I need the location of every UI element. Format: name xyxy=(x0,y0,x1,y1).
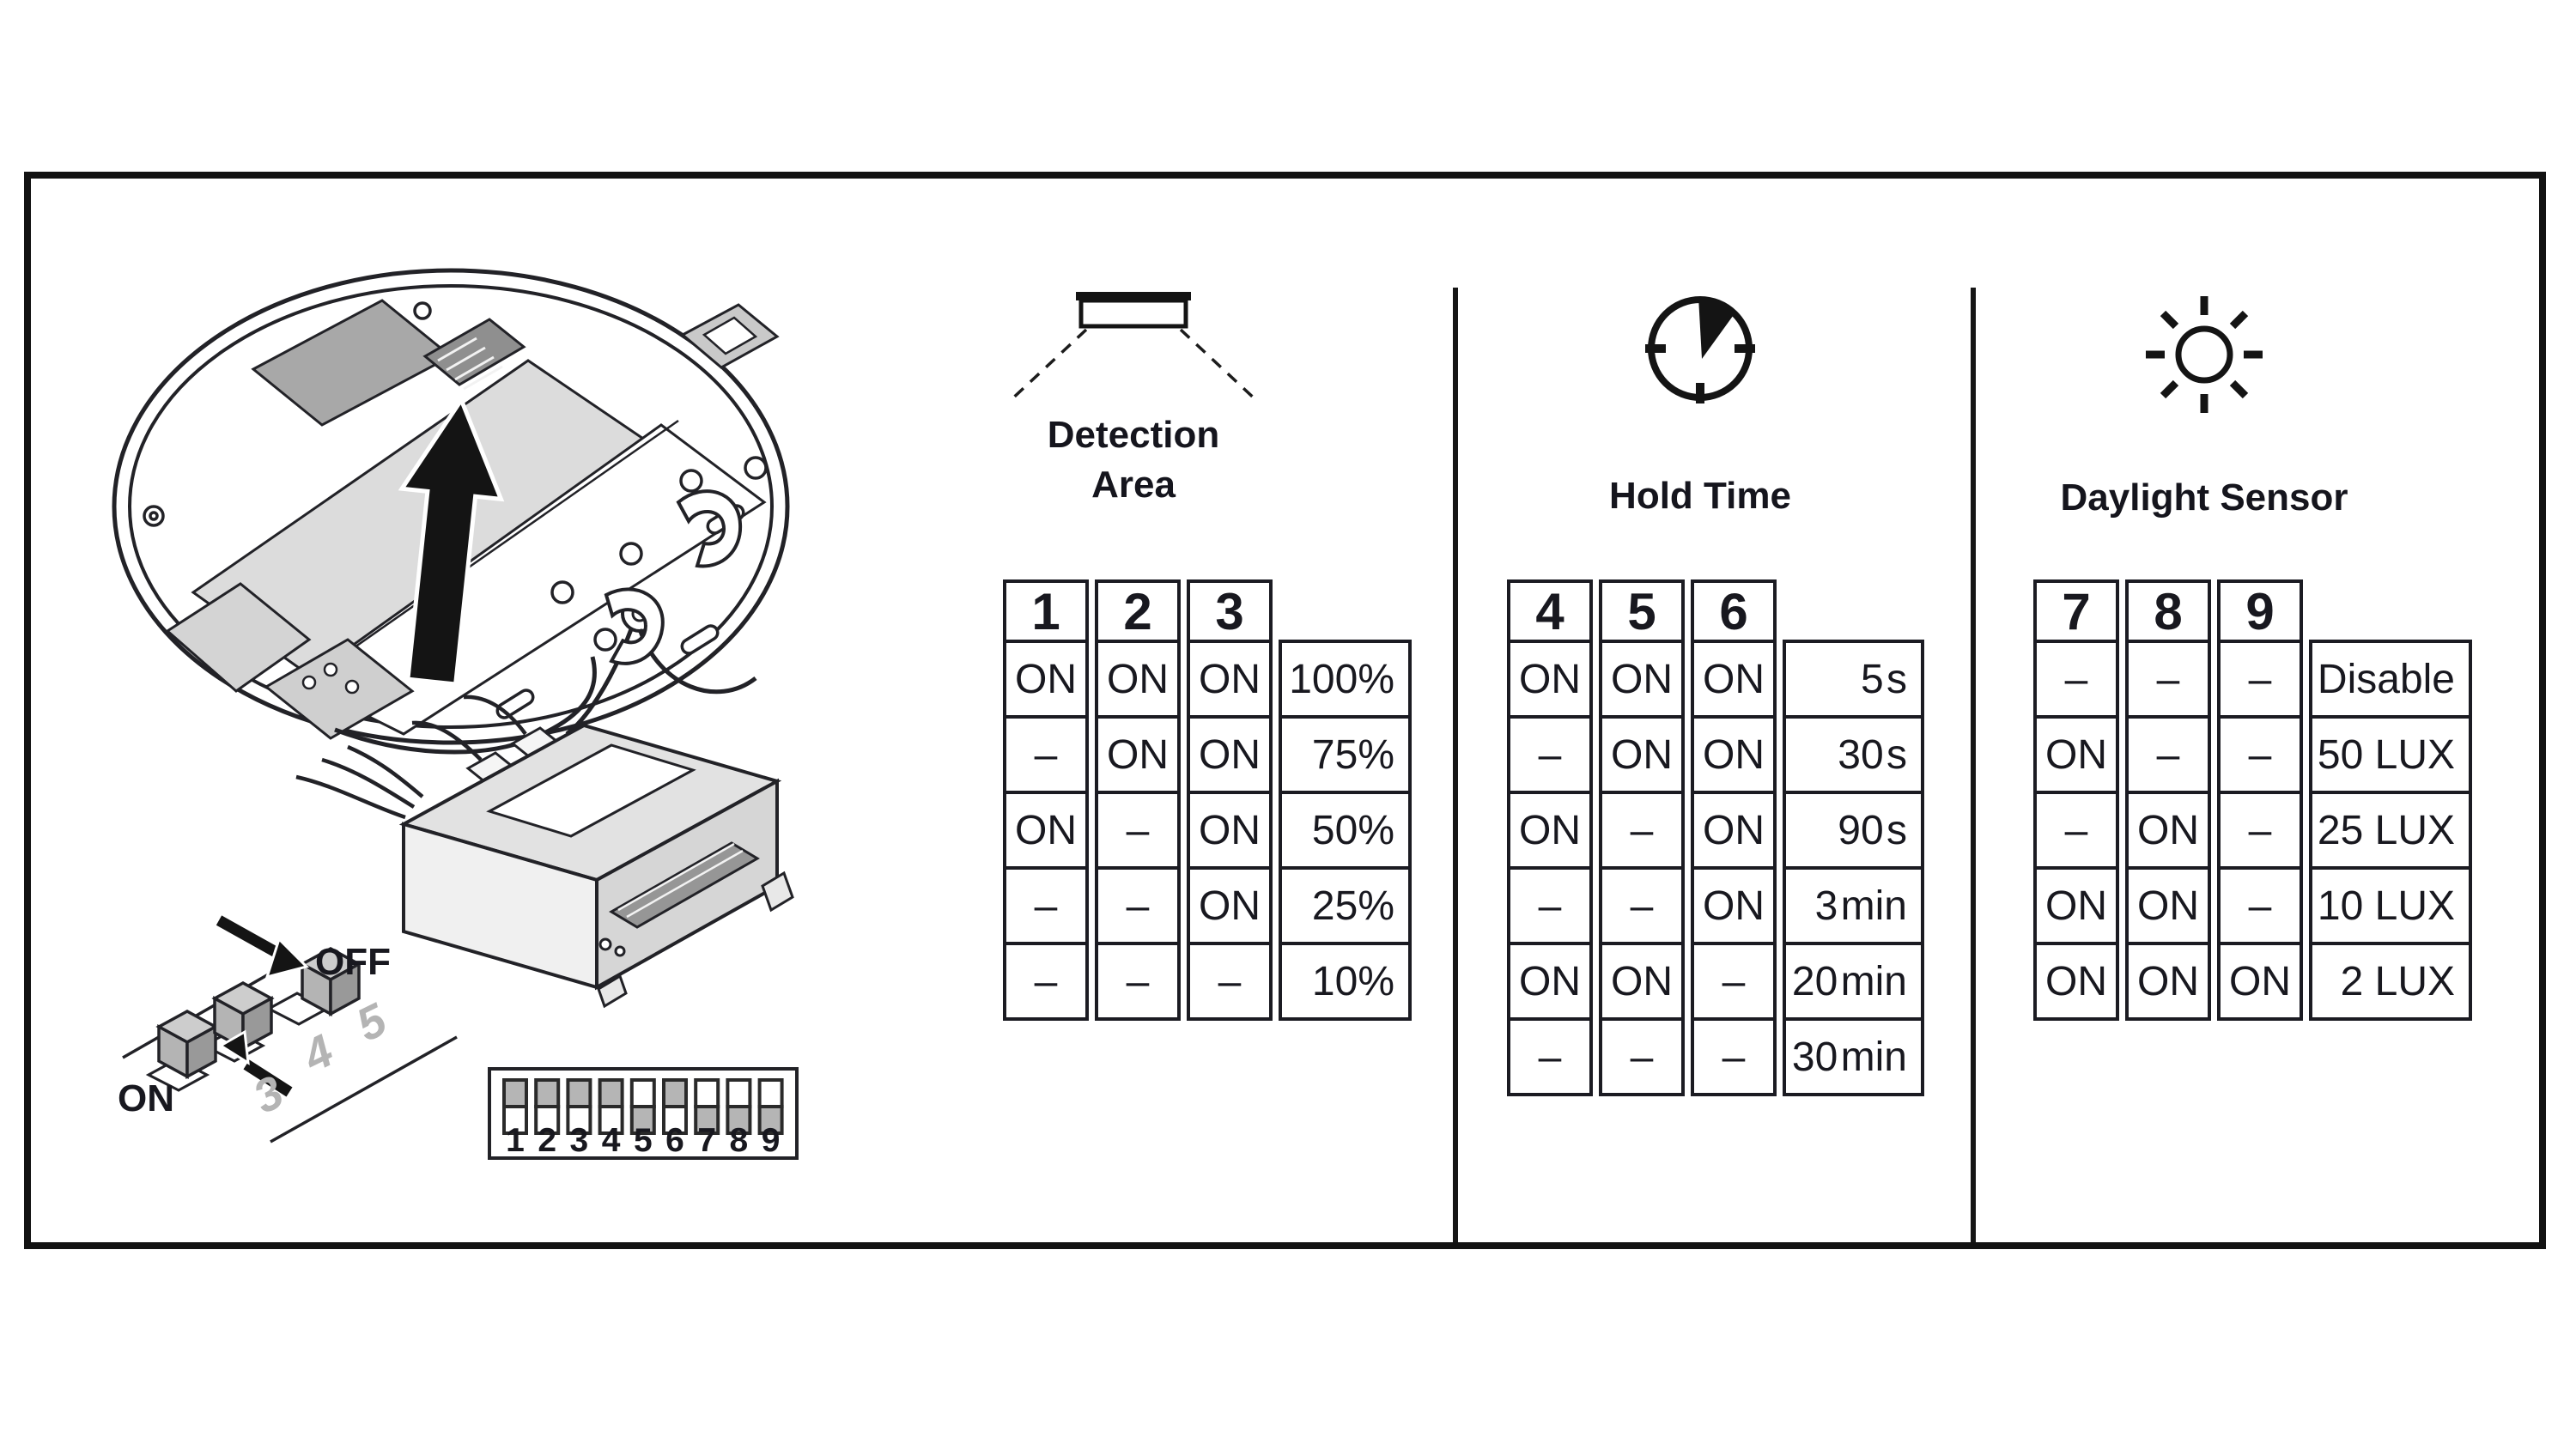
setting-value-cell: 75% xyxy=(1279,715,1412,794)
fixture-housing-drawing xyxy=(114,270,787,752)
dip-header-cell: 3 xyxy=(1187,579,1273,643)
on-label: ON xyxy=(118,1077,174,1119)
gray-switch-number: 5 xyxy=(348,993,395,1052)
dip-switch-cell: ON xyxy=(1095,640,1181,719)
dip-switch-cell: ON xyxy=(1599,942,1685,1021)
dip-switch-cell: – xyxy=(1095,942,1181,1021)
setting-value-cell: 5 s xyxy=(1783,640,1924,719)
dip-column-5 xyxy=(1599,579,1685,1096)
dip-strip-number: 6 xyxy=(665,1122,684,1159)
dip-switch-cell: – xyxy=(2125,640,2211,719)
dip-switch-cell: ON xyxy=(1003,791,1089,870)
dip-switch-cell: – xyxy=(2033,640,2119,719)
dip-switch-cell: – xyxy=(1691,1017,1777,1096)
dip-header-cell: 9 xyxy=(2217,579,2303,643)
dip-switch-cell: – xyxy=(2217,640,2303,719)
dip-switch-cell: ON xyxy=(2033,715,2119,794)
dip-switch-cell: ON xyxy=(1507,640,1593,719)
dip-column-4 xyxy=(1507,579,1593,1096)
dip-header-cell: 6 xyxy=(1691,579,1777,643)
hold-time-table xyxy=(1507,579,1924,1096)
dip-header-cell: 7 xyxy=(2033,579,2119,643)
setting-value-cell: 30 min xyxy=(1783,1017,1924,1096)
sun-icon xyxy=(2136,288,2273,425)
dip-switch-cell: ON xyxy=(2125,791,2211,870)
dip-strip-number: 8 xyxy=(729,1122,749,1159)
timer-clock-icon xyxy=(1643,292,1757,405)
dip-strip-switch-2-position xyxy=(536,1080,558,1107)
gray-switch-number: 3 xyxy=(245,1065,292,1124)
dip-switch-cell: ON xyxy=(1187,791,1273,870)
dip-strip-switch-1-position xyxy=(504,1080,526,1107)
off-direction-arrow-icon xyxy=(219,920,307,977)
dip-strip-switch-3-position xyxy=(568,1080,590,1107)
dip-switch-cell: ON xyxy=(2033,866,2119,945)
detection-area-title xyxy=(962,410,1305,510)
dip-switch-cell: – xyxy=(1599,866,1685,945)
dip-strip-number: 4 xyxy=(601,1122,621,1159)
dip-column-3 xyxy=(1187,579,1273,1021)
dip-strip-number: 9 xyxy=(761,1122,781,1159)
dip-switch-cell: – xyxy=(1003,715,1089,794)
detection-title-line1: Detection xyxy=(1047,414,1220,456)
dip-strip-switch-4-position xyxy=(600,1080,623,1107)
dip-strip-switch-9 xyxy=(760,1080,782,1107)
dip-switch-cell: – xyxy=(1095,866,1181,945)
dip-column-1 xyxy=(1003,579,1089,1021)
setting-value-cell: 10% xyxy=(1279,942,1412,1021)
hold-time-title: Hold Time xyxy=(1609,475,1791,517)
dip-switch-cell: – xyxy=(2217,715,2303,794)
dip-switch-cell: – xyxy=(1095,791,1181,870)
dip-switch-cell: – xyxy=(1599,791,1685,870)
dip-switch-cell: ON xyxy=(1507,942,1593,1021)
dip-switch-cell: – xyxy=(1691,942,1777,1021)
dip-header-cell: 4 xyxy=(1507,579,1593,643)
ceiling-sensor-icon xyxy=(992,290,1275,410)
dip-column-8 xyxy=(2125,579,2211,1021)
dip-header-cell: 8 xyxy=(2125,579,2211,643)
dip-switch-cell: – xyxy=(1599,1017,1685,1096)
detection-area-table xyxy=(1003,579,1412,1021)
setting-value-cell: 25% xyxy=(1279,866,1412,945)
dip-strip-switch-7 xyxy=(696,1080,718,1107)
setting-value-cell: 10 LUX xyxy=(2309,866,2472,945)
dip-strip-number: 1 xyxy=(506,1122,525,1159)
dip-switch-cell: ON xyxy=(1507,791,1593,870)
dip-switch-cell: – xyxy=(2217,791,2303,870)
setting-value-cell: 90 s xyxy=(1783,791,1924,870)
setting-value-cell: 20 min xyxy=(1783,942,1924,1021)
dip-switch-closeup-drawing xyxy=(118,920,457,1142)
setting-value-cell: 30 s xyxy=(1783,715,1924,794)
dip-column-9 xyxy=(2217,579,2303,1021)
setting-value-cell: 50% xyxy=(1279,791,1412,870)
dip-strip-number: 3 xyxy=(569,1122,589,1159)
value-column xyxy=(2309,579,2472,1021)
dip-switch-cell: ON xyxy=(2033,942,2119,1021)
dip-header-cell: 2 xyxy=(1095,579,1181,643)
dip-switch-cell: ON xyxy=(1599,640,1685,719)
dip-strip-drawing xyxy=(489,1069,797,1159)
dip-switch-cell: ON xyxy=(2125,866,2211,945)
dip-switch-cell: ON xyxy=(1691,715,1777,794)
dip-switch-cell: – xyxy=(1187,942,1273,1021)
dip-switch-cell: – xyxy=(2033,791,2119,870)
detection-title-line2: Area xyxy=(1091,464,1176,506)
dip-strip-number: 7 xyxy=(697,1122,717,1159)
dip-switch-cell: ON xyxy=(1187,715,1273,794)
dip-header-cell: 1 xyxy=(1003,579,1089,643)
dip-switch-cell: ON xyxy=(2125,942,2211,1021)
fixture-illustration xyxy=(47,215,949,1228)
dip-switch-cell: – xyxy=(1507,715,1593,794)
setting-value-cell: 25 LUX xyxy=(2309,791,2472,870)
dip-switch-cell: ON xyxy=(1187,640,1273,719)
dip-switch-cell: – xyxy=(1507,866,1593,945)
dip-column-6 xyxy=(1691,579,1777,1096)
value-column xyxy=(1279,579,1412,1021)
setting-value-cell: 100% xyxy=(1279,640,1412,719)
off-label: OFF xyxy=(315,941,391,983)
gray-switch-number: 4 xyxy=(295,1024,342,1083)
dip-switch-cell: – xyxy=(1003,942,1089,1021)
daylight-sensor-title: Daylight Sensor xyxy=(2060,476,2348,519)
dip-switch-cell: – xyxy=(1003,866,1089,945)
dip-switch-cell: ON xyxy=(2217,942,2303,1021)
setting-value-cell: 50 LUX xyxy=(2309,715,2472,794)
daylight-sensor-table xyxy=(2033,579,2472,1021)
setting-value-cell: Disable xyxy=(2309,640,2472,719)
setting-value-cell: 3 min xyxy=(1783,866,1924,945)
dip-switch-cell: ON xyxy=(1003,640,1089,719)
value-column xyxy=(1783,579,1924,1096)
dip-strip-number: 2 xyxy=(538,1122,557,1159)
dip-strip-switch-8 xyxy=(727,1080,750,1107)
dip-strip-switch-6-position xyxy=(664,1080,686,1107)
dip-switch-cell: ON xyxy=(1599,715,1685,794)
dip-switch-cell: ON xyxy=(1095,715,1181,794)
dip-header-cell: 5 xyxy=(1599,579,1685,643)
dip-column-7 xyxy=(2033,579,2119,1021)
dip-switch-cell: ON xyxy=(1691,866,1777,945)
dip-switch-cell: ON xyxy=(1187,866,1273,945)
dip-switch-cell: – xyxy=(1507,1017,1593,1096)
dip-column-2 xyxy=(1095,579,1181,1021)
dip-strip-switch-5 xyxy=(632,1080,654,1107)
section-divider-1 xyxy=(1453,288,1458,1242)
dip-switch-cell: – xyxy=(2217,866,2303,945)
dip-switch-cell: – xyxy=(2125,715,2211,794)
dip-strip-number: 5 xyxy=(633,1122,653,1159)
dip-switch-cell: ON xyxy=(1691,791,1777,870)
section-divider-2 xyxy=(1971,288,1976,1242)
setting-value-cell: 2 LUX xyxy=(2309,942,2472,1021)
dip-switch-cell: ON xyxy=(1691,640,1777,719)
